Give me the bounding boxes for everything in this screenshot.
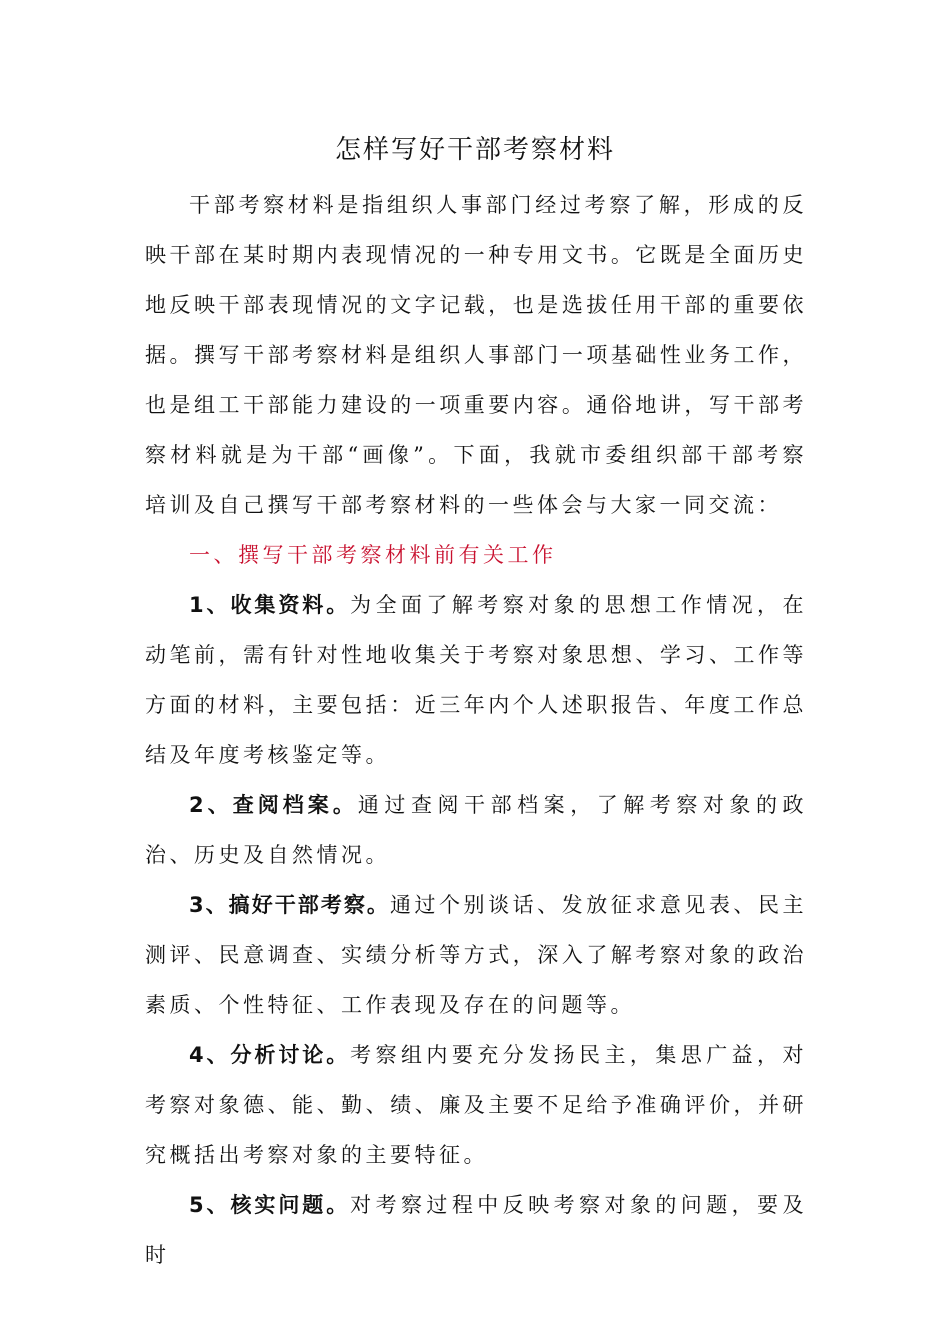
- item-text: 考察组内要充分发扬民主，集思广益，对考察对象德、能、勤、绩、廉及主要不足给予准确评价，并研究概括出考察对象的主要特征。: [145, 1043, 807, 1167]
- item-text: 通过个别谈话、发放征求意见表、民主测评、民意调查、实绩分析等方式，深入了解考察对象的政治素质、个性特征、工作表现及存在的问题等。: [145, 893, 807, 1017]
- list-item-collect-materials: [145, 580, 807, 780]
- item-text: 为全面了解考察对象的思想工作情况，在动笔前，需有针对性地收集关于考察对象思想、学习、工作等方面的材料，主要包括：近三年内个人述职报告、年度工作总结及年度考核鉴定等。: [145, 593, 807, 767]
- item-lead: 2、查阅档案。: [189, 793, 358, 817]
- intro-paragraph: 干部考察材料是指组织人事部门经过考察了解，形成的反映干部在某时期内表现情况的一种专用文书。它既是全面历史地反映干部表现情况的文字记载，也是选拔任用干部的重要依据。撰写干部考察材料是组织人事部门一项基础性业务工作，也是组工干部能力建设的一项重要内容。通俗地讲，写干部考察材料就是为干部“画像”。下面，我就市委组织部干部考察培训及自己撰写干部考察材料的一些体会与大家一同交流：: [145, 193, 807, 517]
- document-title: 怎样写好干部考察材料: [334, 135, 615, 165]
- item-text: 通过查阅干部档案，了解考察对象的政治、历史及自然情况。: [145, 793, 807, 867]
- item-text: 对考察过程中反映考察对象的问题，要及时: [145, 1193, 807, 1267]
- section-heading: 一、撰写干部考察材料前有关工作: [189, 543, 557, 567]
- item-lead: 5、核实问题。: [189, 1193, 351, 1217]
- item-lead: 4、分析讨论。: [189, 1043, 351, 1067]
- list-item-review-archives: [145, 780, 807, 880]
- item-lead: 1、收集资料。: [189, 593, 351, 617]
- list-item-conduct-inspection: [145, 880, 807, 1030]
- list-item-verify-issues: [145, 1180, 807, 1280]
- item-lead: 3、搞好干部考察。: [189, 893, 390, 917]
- list-item-analyze-discuss: [145, 1030, 807, 1180]
- document-body: [145, 180, 807, 1280]
